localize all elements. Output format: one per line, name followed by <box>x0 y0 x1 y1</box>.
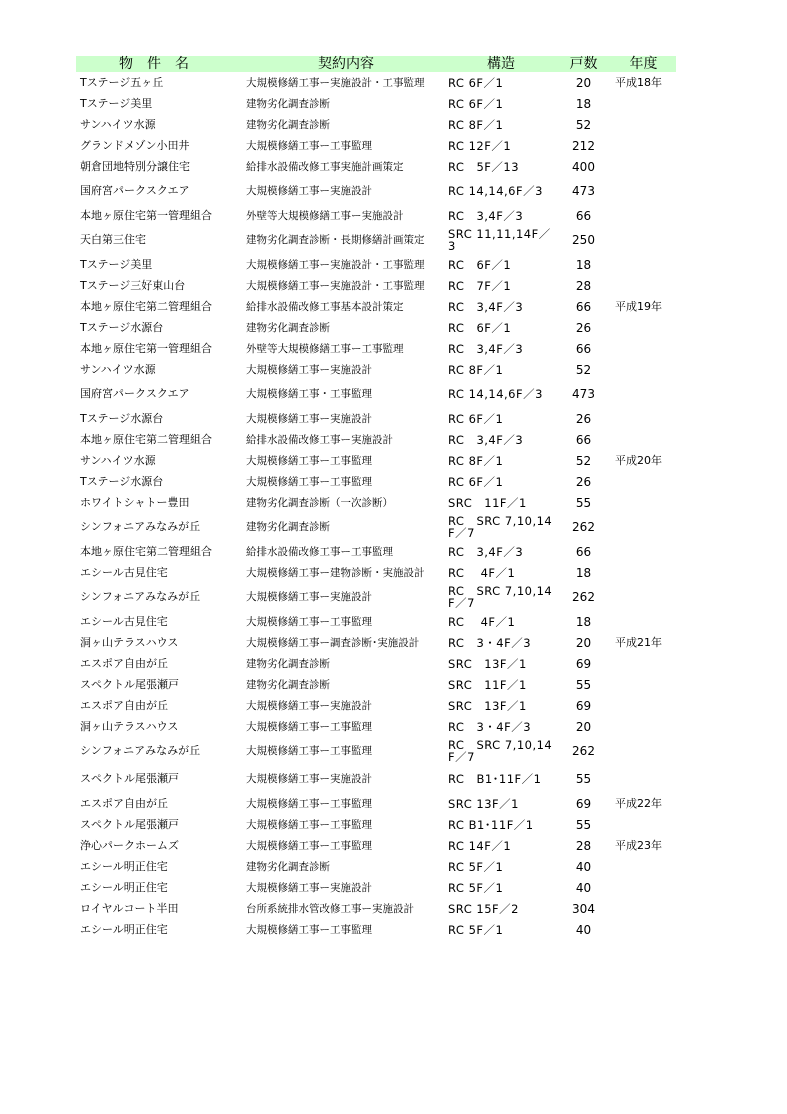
property-name-cell: エシール明正住宅 <box>80 922 168 936</box>
property-name-cell: ホワイトシャトー豊田 <box>80 495 190 509</box>
property-name-cell: エスポア自由が丘 <box>80 656 168 670</box>
structure-cell: RC 12F／1 <box>448 138 512 153</box>
table-row <box>76 898 676 919</box>
header-row <box>76 56 676 72</box>
contract-cell: 建物劣化調査診断・長期修繕計画策定 <box>246 234 425 246</box>
year-cell <box>611 765 676 793</box>
structure-cell: RC B1･11F／1 <box>448 817 534 832</box>
units-cell: 40 <box>575 880 592 895</box>
property-name-cell: シンフォニアみなみが丘 <box>80 744 201 757</box>
table-body <box>76 72 676 940</box>
property-name-cell: Tステージ三好東山台 <box>80 278 186 292</box>
contract-cell: 大規模修繕工事ー実施設計・工事監理 <box>246 279 425 292</box>
property-name-cell: スペクトル尾張瀬戸 <box>80 772 179 785</box>
contract-cell: 大規模修繕工事ー実施設計 <box>246 412 372 425</box>
contract-cell: 大規模修繕工事ー工事監理 <box>246 454 372 467</box>
year-cell <box>611 541 676 562</box>
units-cell: 55 <box>575 495 592 510</box>
year-cell: 平成20年 <box>615 453 662 467</box>
table-row <box>76 653 676 674</box>
property-name-cell: サンハイツ水源 <box>80 117 156 131</box>
property-name-cell: エシール明正住宅 <box>80 859 168 873</box>
table-row <box>76 135 676 156</box>
property-name-cell: Tステージ美里 <box>80 257 153 271</box>
units-cell: 66 <box>575 432 592 447</box>
contract-cell: 大規模修繕工事ー実施設計 <box>246 881 372 894</box>
contract-cell: 大規模修繕工事ー工事監理 <box>246 475 372 488</box>
year-cell <box>611 135 676 156</box>
year-cell <box>611 317 676 338</box>
units-cell: 18 <box>575 96 592 111</box>
contract-cell: 大規模修繕工事ー工事監理 <box>246 839 372 852</box>
structure-cell: SRC 13F／1 <box>448 698 527 713</box>
contract-cell: 大規模修繕工事ー工事監理 <box>246 745 372 757</box>
property-name-cell: サンハイツ水源 <box>80 362 156 376</box>
header-year: 年度 <box>611 56 676 72</box>
contract-cell: 給排水設備改修工事基本設計策定 <box>246 300 404 313</box>
units-cell: 26 <box>575 411 592 426</box>
contract-cell: 給排水設備改修工事実施計画策定 <box>246 160 404 173</box>
structure-cell: RC 7F／1 <box>448 278 512 293</box>
contract-list-sheet <box>76 56 676 940</box>
structure-cell: RC 3,4F／3 <box>448 208 524 223</box>
year-cell <box>611 856 676 877</box>
units-cell: 66 <box>575 208 592 223</box>
units-cell: 66 <box>575 544 592 559</box>
table-row <box>76 296 676 317</box>
table-row <box>76 492 676 513</box>
contract-cell: 大規模修繕工事ー工事監理 <box>246 139 372 152</box>
table-row <box>76 695 676 716</box>
property-name-cell: 本地ヶ原住宅第二管理組合 <box>80 299 212 313</box>
table-row <box>76 835 676 856</box>
property-name-cell: 本地ヶ原住宅第一管理組合 <box>80 341 212 355</box>
year-cell <box>611 513 676 541</box>
structure-cell: RC 6F／1 <box>448 474 504 489</box>
units-cell: 250 <box>572 233 595 247</box>
structure-cell: RC 3,4F／3 <box>448 432 524 447</box>
table-row <box>76 814 676 835</box>
structure-cell: RC 5F／1 <box>448 880 504 895</box>
table-row <box>76 226 676 254</box>
units-cell: 18 <box>575 565 592 580</box>
units-cell: 66 <box>575 299 592 314</box>
structure-cell: SRC 13F／1 <box>448 656 527 671</box>
units-cell: 28 <box>575 278 592 293</box>
contract-cell: 大規模修繕工事ー工事監理 <box>246 818 372 831</box>
structure-cell: RC 4F／1 <box>448 614 516 629</box>
table-row <box>76 275 676 296</box>
units-cell: 473 <box>572 184 595 198</box>
table-row <box>76 177 676 205</box>
table-row <box>76 919 676 940</box>
table-row <box>76 114 676 135</box>
units-cell: 20 <box>575 75 592 90</box>
property-name-cell: Tステージ水源台 <box>80 320 164 334</box>
property-name-cell: シンフォニアみなみが丘 <box>80 520 201 533</box>
table-row <box>76 793 676 814</box>
contract-cell: 建物劣化調査診断 <box>246 678 330 691</box>
contract-cell: 建物劣化調査診断 <box>246 860 330 873</box>
units-cell: 262 <box>572 744 595 758</box>
structure-cell: RC 14,14,6F／3 <box>448 184 543 198</box>
year-cell <box>611 695 676 716</box>
property-name-cell: 本地ヶ原住宅第一管理組合 <box>80 208 212 222</box>
table-row <box>76 513 676 541</box>
contract-cell: 大規模修繕工事ー工事監理 <box>246 923 372 936</box>
table-row <box>76 380 676 408</box>
contract-cell: 建物劣化調査診断 <box>246 97 330 110</box>
contract-cell: 大規模修繕工事ー実施設計 <box>246 773 372 785</box>
contract-cell: 建物劣化調査診断 <box>246 657 330 670</box>
contract-cell: 大規模修繕工事ー実施設計 <box>246 185 372 197</box>
property-name-cell: Tステージ五ヶ丘 <box>80 75 164 89</box>
units-cell: 18 <box>575 614 592 629</box>
structure-cell: RC 3,4F／3 <box>448 544 524 559</box>
units-cell: 212 <box>572 138 595 153</box>
table-row <box>76 338 676 359</box>
year-cell <box>611 429 676 450</box>
year-cell <box>611 737 676 765</box>
year-cell <box>611 611 676 632</box>
year-cell <box>611 716 676 737</box>
year-cell: 平成18年 <box>615 75 662 89</box>
units-cell: 26 <box>575 474 592 489</box>
table-row <box>76 205 676 226</box>
header-property-name: 物件名 <box>76 56 246 72</box>
contract-cell: 給排水設備改修工事ー工事監理 <box>246 545 393 558</box>
year-cell <box>611 492 676 513</box>
structure-cell: RC 6F／1 <box>448 320 512 335</box>
contract-cell: 大規模修繕工事ー調査診断･実施設計 <box>246 636 420 649</box>
year-cell <box>611 114 676 135</box>
structure-cell: SRC 11F／1 <box>448 495 527 510</box>
structure-cell: RC 5F／1 <box>448 922 504 937</box>
units-cell: 262 <box>572 590 595 604</box>
units-cell: 26 <box>575 320 592 335</box>
table-row <box>76 317 676 338</box>
structure-cell: SRC 13F／1 <box>448 796 519 811</box>
header-contract: 契約内容 <box>246 56 446 72</box>
contract-cell: 給排水設備改修工事ー実施設計 <box>246 433 393 446</box>
year-cell <box>611 93 676 114</box>
units-cell: 55 <box>575 772 592 786</box>
header-units: 戸数 <box>556 56 611 72</box>
structure-cell: RC 6F／1 <box>448 411 504 426</box>
table-row <box>76 674 676 695</box>
contract-cell: 台所系統排水管改修工事ー実施設計 <box>246 902 414 915</box>
table-row <box>76 765 676 793</box>
contract-cell: 大規模修繕工事ー工事監理 <box>246 797 372 810</box>
table-row <box>76 471 676 492</box>
units-cell: 20 <box>575 635 592 650</box>
year-cell <box>611 156 676 177</box>
contract-cell: 大規模修繕工事ー工事監理 <box>246 720 372 733</box>
structure-cell: RC 3,4F／3 <box>448 341 524 356</box>
year-cell <box>611 380 676 408</box>
structure-cell: RC B1･11F／1 <box>448 772 542 786</box>
year-cell <box>611 226 676 254</box>
year-cell <box>611 359 676 380</box>
structure-cell: RC 5F／1 <box>448 859 504 874</box>
year-cell <box>611 205 676 226</box>
structure-cell: RC 3・4F／3 <box>448 719 532 734</box>
contract-cell: 大規模修繕工事ー実施設計 <box>246 363 372 376</box>
table-row <box>76 359 676 380</box>
structure-cell: SRC 11,11,14F／3 <box>448 227 551 253</box>
structure-cell: RC 14F／1 <box>448 838 512 853</box>
structure-cell: RC 4F／1 <box>448 565 516 580</box>
structure-cell: RC 3,4F／3 <box>448 299 524 314</box>
units-cell: 18 <box>575 257 592 272</box>
year-cell <box>611 674 676 695</box>
units-cell: 52 <box>575 453 592 468</box>
contract-cell: 大規模修繕工事ー実施設計・工事監理 <box>246 258 425 271</box>
header-structure: 構造 <box>446 56 556 72</box>
contract-cell: 大規模修繕工事・工事監理 <box>246 388 372 400</box>
year-cell <box>611 338 676 359</box>
property-name-cell: 国府宮パークスクエア <box>80 387 190 400</box>
year-cell <box>611 814 676 835</box>
year-cell <box>611 653 676 674</box>
year-cell: 平成23年 <box>615 838 662 852</box>
table-row <box>76 877 676 898</box>
table-row <box>76 93 676 114</box>
year-cell <box>611 275 676 296</box>
property-name-cell: エシール古見住宅 <box>80 565 168 579</box>
property-name-cell: エスポア自由が丘 <box>80 796 168 810</box>
property-name-cell: エスポア自由が丘 <box>80 698 168 712</box>
units-cell: 55 <box>575 677 592 692</box>
units-cell: 20 <box>575 719 592 734</box>
year-cell <box>611 898 676 919</box>
year-cell: 平成22年 <box>615 796 662 810</box>
table-row <box>76 583 676 611</box>
units-cell: 52 <box>575 117 592 132</box>
structure-cell: SRC 15F／2 <box>448 901 519 916</box>
property-name-cell: グランドメゾン小田井 <box>80 138 190 152</box>
property-name-cell: Tステージ美里 <box>80 96 153 110</box>
units-cell: 262 <box>572 520 595 534</box>
table-row <box>76 408 676 429</box>
units-cell: 28 <box>575 838 592 853</box>
structure-cell: RC SRC 7,10,14F／7 <box>448 584 553 610</box>
structure-cell: SRC 11F／1 <box>448 677 527 692</box>
table-row <box>76 737 676 765</box>
table-row <box>76 72 676 93</box>
structure-cell: RC 8F／1 <box>448 362 504 377</box>
units-cell: 304 <box>572 901 595 916</box>
property-name-cell: Tステージ水源台 <box>80 474 164 488</box>
contract-cell: 建物劣化調査診断（一次診断） <box>246 496 393 509</box>
structure-cell: RC 6F／1 <box>448 257 512 272</box>
year-cell <box>611 562 676 583</box>
table-row <box>76 254 676 275</box>
contract-cell: 大規模修繕工事ー建物診断・実施設計 <box>246 566 425 579</box>
structure-cell: RC SRC 7,10,14F／7 <box>448 514 553 540</box>
contract-cell: 大規模修繕工事ー実施設計 <box>246 699 372 712</box>
contract-cell: 外壁等大規模修繕工事ー工事監理 <box>246 342 404 355</box>
year-cell <box>611 408 676 429</box>
property-name-cell: エシール古見住宅 <box>80 614 168 628</box>
contract-cell: 大規模修繕工事ー実施設計 <box>246 591 372 603</box>
property-name-cell: シンフォニアみなみが丘 <box>80 590 201 603</box>
property-name-cell: サンハイツ水源 <box>80 453 156 467</box>
property-name-cell: エシール明正住宅 <box>80 880 168 894</box>
contract-cell: 建物劣化調査診断 <box>246 118 330 131</box>
units-cell: 66 <box>575 341 592 356</box>
property-name-cell: Tステージ水源台 <box>80 411 164 425</box>
table-row <box>76 156 676 177</box>
property-name-cell: 朝倉団地特別分譲住宅 <box>80 159 190 173</box>
table-row <box>76 450 676 471</box>
contract-cell: 大規模修繕工事ー実施設計・工事監理 <box>246 76 425 89</box>
table-row <box>76 856 676 877</box>
property-name-cell: 天白第三住宅 <box>80 233 146 246</box>
structure-cell: RC 6F／1 <box>448 75 504 90</box>
units-cell: 40 <box>575 859 592 874</box>
contract-cell: 建物劣化調査診断 <box>246 321 330 334</box>
structure-cell: RC 8F／1 <box>448 453 504 468</box>
structure-cell: RC 6F／1 <box>448 96 504 111</box>
contract-table <box>76 56 676 940</box>
year-cell <box>611 877 676 898</box>
year-cell <box>611 177 676 205</box>
units-cell: 52 <box>575 362 592 377</box>
units-cell: 69 <box>575 796 592 811</box>
property-name-cell: 国府宮パークスクエア <box>80 184 190 197</box>
property-name-cell: 洞ヶ山テラスハウス <box>80 635 179 649</box>
contract-cell: 外壁等大規模修繕工事ー実施設計 <box>246 209 404 222</box>
units-cell: 55 <box>575 817 592 832</box>
units-cell: 40 <box>575 922 592 937</box>
structure-cell: RC SRC 7,10,14F／7 <box>448 738 553 764</box>
structure-cell: RC 14,14,6F／3 <box>448 387 543 401</box>
property-name-cell: 洞ヶ山テラスハウス <box>80 719 179 733</box>
structure-cell: RC 5F／13 <box>448 159 520 174</box>
year-cell <box>611 471 676 492</box>
table-row <box>76 541 676 562</box>
table-row <box>76 716 676 737</box>
units-cell: 473 <box>572 387 595 401</box>
table-row <box>76 632 676 653</box>
contract-cell: 建物劣化調査診断 <box>246 521 330 533</box>
units-cell: 69 <box>575 656 592 671</box>
year-cell: 平成21年 <box>615 635 662 649</box>
units-cell: 69 <box>575 698 592 713</box>
year-cell: 平成19年 <box>615 299 662 313</box>
property-name-cell: スペクトル尾張瀬戸 <box>80 817 179 831</box>
table-row <box>76 562 676 583</box>
contract-cell: 大規模修繕工事ー工事監理 <box>246 615 372 628</box>
property-name-cell: 本地ヶ原住宅第二管理組合 <box>80 432 212 446</box>
structure-cell: RC 8F／1 <box>448 117 504 132</box>
table-row <box>76 611 676 632</box>
year-cell <box>611 583 676 611</box>
units-cell: 400 <box>572 159 595 174</box>
property-name-cell: 本地ヶ原住宅第二管理組合 <box>80 544 212 558</box>
table-row <box>76 429 676 450</box>
property-name-cell: スペクトル尾張瀬戸 <box>80 677 179 691</box>
property-name-cell: ロイヤルコート半田 <box>80 901 179 915</box>
year-cell <box>611 254 676 275</box>
year-cell <box>611 919 676 940</box>
property-name-cell: 浄心パークホームズ <box>80 838 179 852</box>
structure-cell: RC 3・4F／3 <box>448 635 532 650</box>
